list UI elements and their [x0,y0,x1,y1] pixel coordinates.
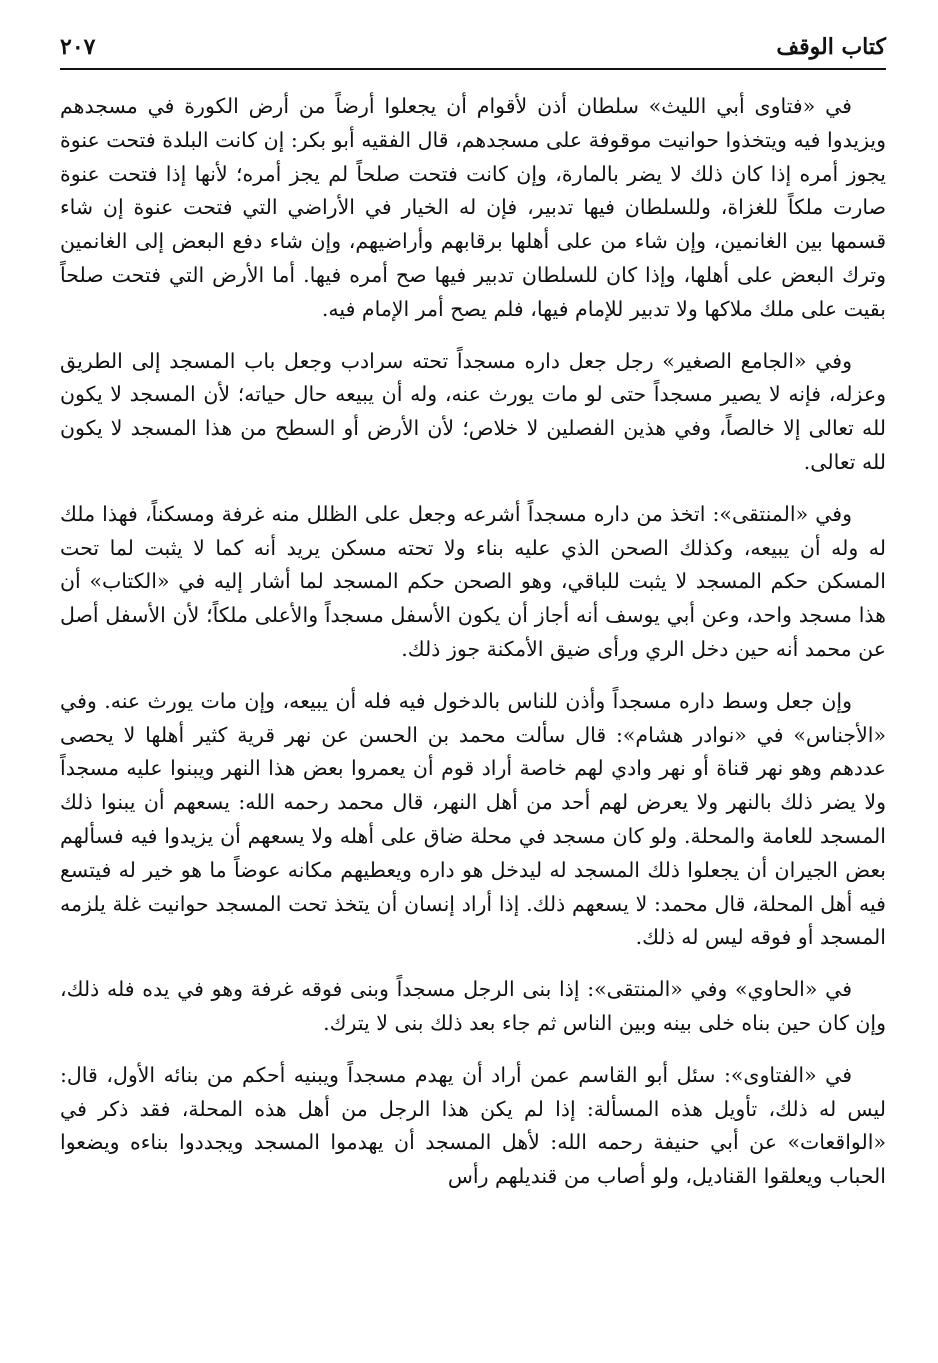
paragraph-5: في «الحاوي» وفي «المنتقى»: إذا بنى الرجل مسجداً وبنى فوقه غرفة وهو في يده فله ذلك، وإن كان حين بناه خلى بينه وبين الناس ثم جاء بعد ذلك بنى لا يترك. [60,977,886,1035]
book-page [60,28,886,1348]
paragraph-4: وإن جعل وسط داره مسجداً وأذن للناس بالدخول فيه فله أن يبيعه، وإن مات يورث عنه. وفي «الأجناس» في «نوادر هشام»: قال سألت محمد بن الحسن عن نهر قرية كثير أهلها لا يحصى عددهم وهو نهر قناة أو نهر وادي لهم خاصة أراد قوم أن يعمروا بعض هذا النهر ويبنوا عليه مسجداً ولا يضر ذلك بالنهر ولا يعرض لهم أحد من أهل النهر، قال محمد رحمه الله: يسعهم أن يبنوا ذلك المسجد للعامة والمحلة. ولو كان مسجد في محلة ضاق على أهله ولا يسعهم أن يزيدوا فيه فسألهم بعض الجيران أن يجعلوا ذلك المسجد له ليدخل هو داره ويعطيهم مكانه عوضاً ما هو خير له فيتسع فيه أهل المحلة، قال محمد: لا يسعهم ذلك. إذا أراد إنسان أن يتخذ تحت المسجد حوانيت غلة يلزمه المسجد أو فوقه ليس له ذلك. [60,688,886,950]
paragraph-6: في «الفتاوى»: سئل أبو القاسم عمن أراد أن يهدم مسجداً ويبنيه أحكم من بنائه الأول، قال: ليس له ذلك، تأويل هذه المسألة: إذا لم يكن هذا الرجل من أهل هذه المحلة، فقد ذكر في «الواقعات» عن أبي حنيفة رحمه الله: لأهل المسجد أن يهدموا المسجد ويجددوا بناءه ويضعوا الحباب ويعلقوا القناديل، ولو أصاب من قنديلهم رأس [60,1062,886,1189]
chapter-title: كتاب الوقف [776,34,886,60]
body-text [60,90,886,1194]
paragraph-2: وفي «الجامع الصغير» رجل جعل داره مسجداً تحته سرادب وجعل باب المسجد إلى الطريق وعزله، فإنه لا يصير مسجداً حتى لو مات يورث عنه، وله أن يبيعه حال حياته؛ لأن المسجد لا يكون لله تعالى إلا خالصاً، وفي هذين الفصلين لا خلاص؛ لأن الأرض أو السطح من هذا المسجد لا يكون لله تعالى. [60,348,886,474]
page-header [60,28,886,70]
page-number: ٢٠٧ [60,34,96,60]
paragraph-1: في «فتاوى أبي الليث» سلطان أذن لأقوام أن يجعلوا أرضاً من أرض الكورة في مسجدهم ويزيدوا فيه ويتخذوا حوانيت موقوفة على مسجدهم، قال الفقيه أبو بكر: إن كانت البلدة فتحت عنوة يجوز أمره إذا كان ذلك لا يضر بالمارة، وإن كانت فتحت صلحاً لم يجز أمره؛ لأنها إذا فتحت عنوة صارت ملكاً للغزاة، وللسلطان فيها تدبير، فإن له الخيار في الأراضي التي فتحت عنوة إن شاء قسمها بين الغانمين، وإن شاء من على أهلها برقابهم وأراضيهم، وإن شاء دفع البعض إلى الغانمين وترك البعض على أهلها، وإذا كان للسلطان تدبير فيها صح أمره فيها. أما الأرض التي فتحت صلحاً بقيت على ملك ملاكها ولا تدبير للإمام فيها، فلم يصح أمر الإمام فيه. [60,94,886,321]
paragraph-3: وفي «المنتقى»: اتخذ من داره مسجداً أشرعه وجعل على الظلل منه غرفة ومسكناً، فهذا ملك له وله أن يبيعه، وكذلك الصحن الذي عليه بناء ولا تحته مسكن يريد أنه كما لا يثبت لما تحت المسكن حكم المسجد لا يثبت للباقي، وهو الصحن حكم المسجد لما أشار إليه في «الكتاب» أن هذا مسجد واحد، وعن أبي يوسف أنه أجاز أن يكون الأسفل مسجداً والأعلى ملكاً؛ لأن الأسفل أصل عن محمد أنه حين دخل الري ورأى ضيق الأمكنة جوز ذلك. [60,501,886,661]
